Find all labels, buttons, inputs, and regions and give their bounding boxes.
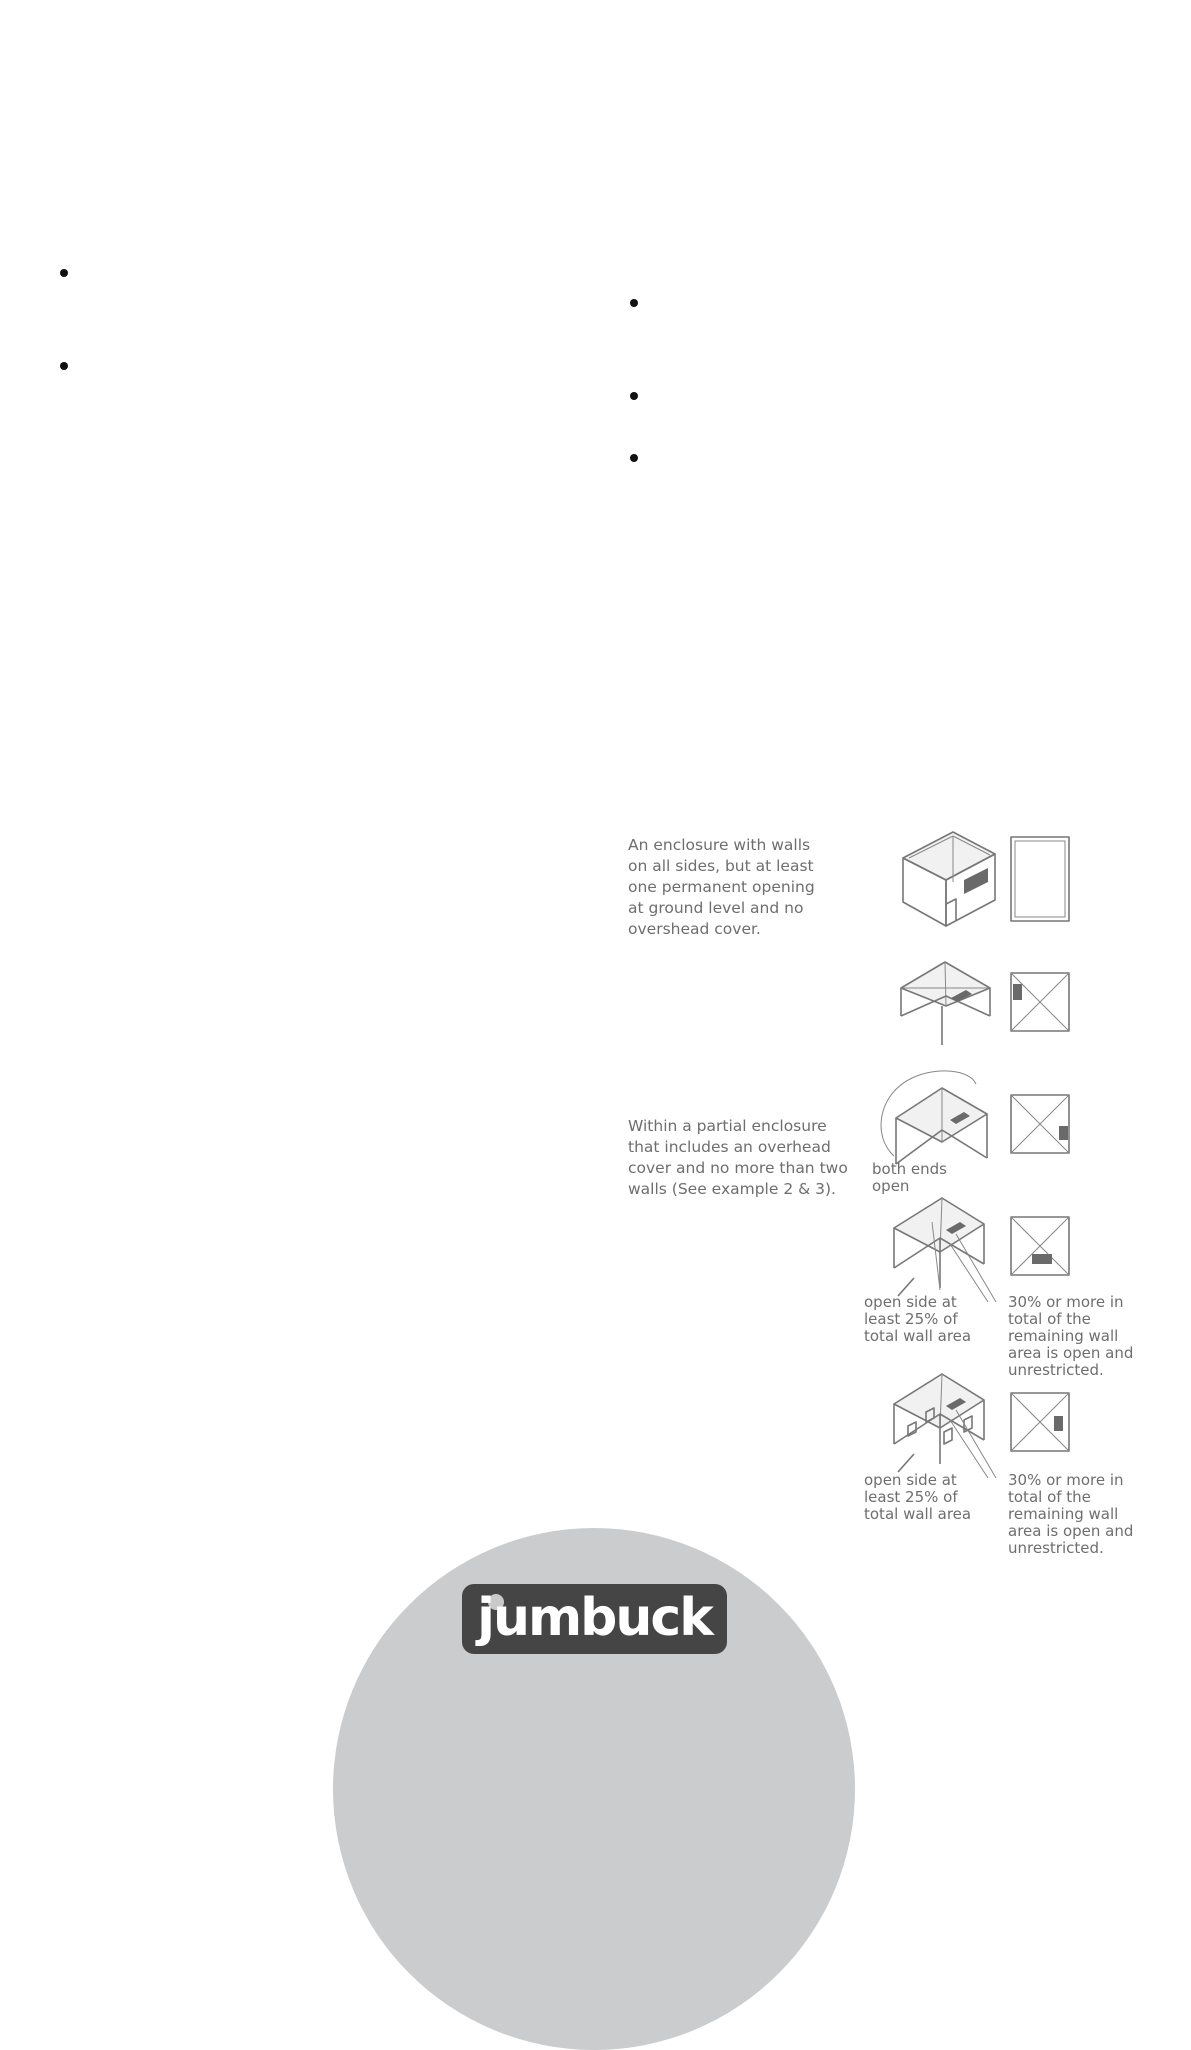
enclosure-no-roof-diagram bbox=[896, 828, 1001, 928]
bullet-right-2 bbox=[630, 392, 638, 400]
logo-text: jumbuck bbox=[477, 1588, 712, 1648]
bullet-left-2 bbox=[60, 362, 68, 370]
open-side-plan-icon-2 bbox=[1008, 1390, 1072, 1454]
both-ends-open-label: both ends open bbox=[872, 1160, 947, 1195]
enclosure-no-roof-plan-icon bbox=[1008, 834, 1072, 924]
overhead-cover-diagram bbox=[896, 958, 1001, 1048]
open-side-label-2: open side at least 25% of total wall area bbox=[864, 1471, 972, 1523]
bullet-left-1 bbox=[60, 269, 68, 277]
overhead-cover-plan-icon bbox=[1008, 970, 1072, 1034]
partial-enclosure-caption: Within a partial enclosure that includes an overhead cover and no more than two walls (See example 2 & 3). bbox=[628, 1117, 848, 1198]
jumbuck-logo bbox=[462, 1584, 727, 1654]
open-side-label-1: open side at least 25% of total wall area bbox=[864, 1293, 972, 1345]
both-ends-open-plan-icon bbox=[1008, 1092, 1072, 1156]
remaining-wall-label-1: 30% or more in total of the remaining wall area is open and unrestricted. bbox=[1008, 1293, 1134, 1379]
remaining-wall-label-2: 30% or more in total of the remaining wall area is open and unrestricted. bbox=[1008, 1471, 1134, 1557]
bullet-right-1 bbox=[630, 299, 638, 307]
bullet-right-3 bbox=[630, 454, 638, 462]
outdoor-enclosure-caption: An enclosure with walls on all sides, but at least one permanent opening at ground level and no overshead cover. bbox=[628, 836, 815, 938]
open-side-plan-icon-1 bbox=[1008, 1214, 1072, 1278]
